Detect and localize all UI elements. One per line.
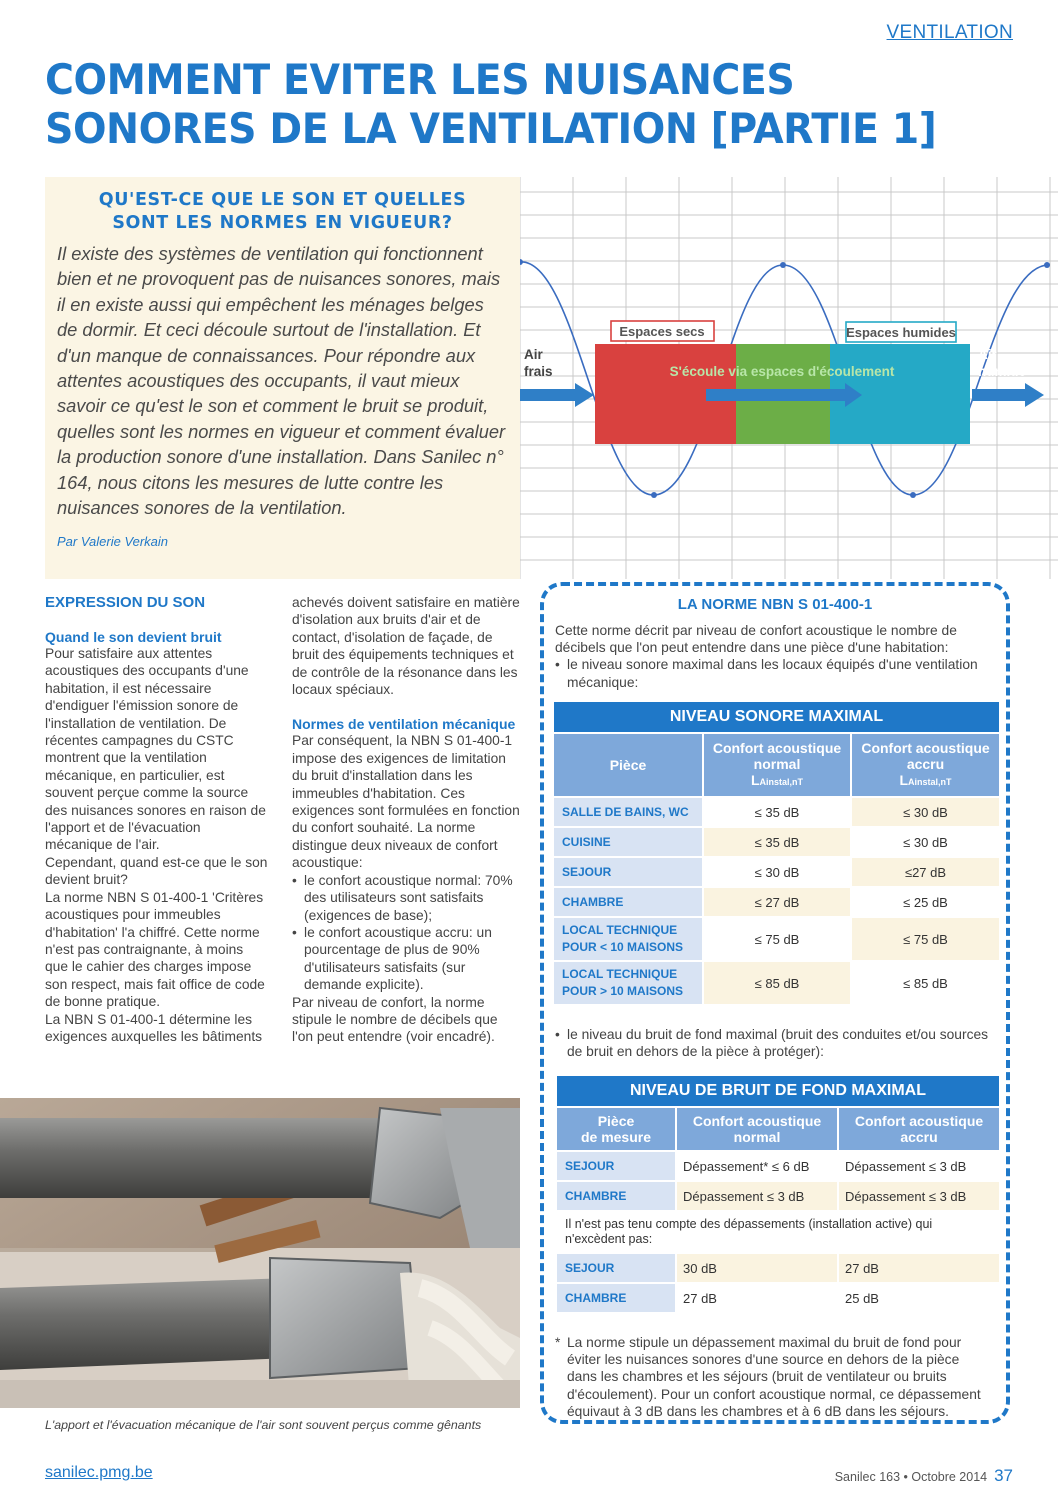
subheading-bruit: Quand le son devient bruit [45,629,222,645]
subheading-normes: Normes de ventilation mécanique [292,716,516,733]
footnote-text: La norme stipule un dépassement maximal du bruit de fond pour éviter les nuisances sonores d'une source en dehors de la pièce dans les chambres et les séjours (bruit de ventilateur ou bruits d'écoulement). Pour un confort acoustique normal, ce dépassement équivaut à 3 dB dans les chambres et à 6 dB dans les séjours. [567,1335,981,1419]
table-cell-accru: Dépassement ≤ 3 dB [838,1151,1000,1181]
wave-point [651,492,657,498]
asterisk-icon: * [555,1335,561,1350]
table-header: Pièce [553,733,703,797]
table-row [553,857,1000,887]
table-header-line-1: Confort acoustique [692,1113,822,1129]
table-cell-piece: CHAMBRE [556,1283,676,1313]
flow-label: S'écoule via espaces d'écoulement [669,364,895,379]
table-header [851,733,1000,797]
table-cell-accru: ≤ 75 dB [851,917,1000,961]
table-cell-normal: ≤ 35 dB [703,827,851,857]
table-cell-normal: 30 dB [676,1253,838,1283]
footer-issue [835,1466,1013,1486]
table-header-subscript: Ainstal,nT [759,777,804,787]
table-cell-accru: 27 dB [838,1253,1000,1283]
table-header [556,1107,676,1151]
footnote [555,1334,985,1420]
footer-issue-text: Sanilec 163 • Octobre 2014 [834,1470,988,1484]
table-cell-piece: CUISINE [553,827,703,857]
table-header-text: Confort acoustique accru [861,740,990,772]
table-header-text: Confort acoustique normal [712,740,842,772]
wave-point [910,492,916,498]
table-header-line-1: Confort acoustique [854,1113,984,1129]
table-header-line-2: normal [733,1129,781,1145]
table-row [556,1253,1000,1283]
page-title [45,55,947,153]
table-cell-piece: CHAMBRE [556,1181,676,1211]
air-in-label-1: Air [524,347,543,362]
column-1 [45,594,270,1045]
table-row [553,827,1000,857]
col1-paragraph-3: La norme NBN S 01-400-1 'Critères acoustiques pour immeubles d'habitation' l'a chiffré. Cette norme n'est pas contraignante, à moins que le cahier des charges impose son respect, mais fait office de code de bonne pratique. [45,889,265,1010]
table-cell-accru: ≤27 dB [851,857,1000,887]
table-cell-accru: ≤ 25 dB [851,887,1000,917]
table-cell-piece-line-2: POUR > 10 MAISONS [562,984,684,998]
table-header-subscript: Ainstal,nT [908,777,952,787]
table-cell-normal: 27 dB [676,1283,838,1313]
bullet-item: • le confort acoustique normal: 70% des utilisateurs sont satisfaits (exigences de base); [292,872,520,924]
table-cell-accru: 25 dB [838,1283,1000,1313]
bullet-item: • le niveau du bruit de fond maximal (bruit des conduites et/ou sources de bruit en dehors de la pièce à protéger): [555,1026,995,1060]
table-header [838,1107,1000,1151]
col1-paragraph-4: La NBN S 01-400-1 détermine les exigences auxquelles les bâtiments [45,1011,263,1044]
info-box-bullet-2 [555,1026,995,1060]
wave-point [1044,262,1050,268]
table-header-line-2: accru [900,1129,938,1145]
bullet-text: le niveau du bruit de fond maximal (bruit des conduites et/ou sources de bruit en dehors de la pièce à protéger): [567,1027,989,1060]
table-header-line-1: Pièce [597,1113,635,1129]
bullet-item: • le niveau sonore maximal dans les locaux équipés d'une ventilation mécanique: [555,656,995,690]
table-row [556,1211,1000,1253]
table-cell-normal: ≤ 27 dB [703,887,851,917]
table-cell-piece [553,961,703,1005]
table-cell-accru: ≤ 85 dB [851,961,1000,1005]
title-line-2: SONORES DE LA VENTILATION [PARTIE 1] [45,104,937,153]
table-header-symbol: L [899,772,909,788]
table-cell-accru: Dépassement ≤ 3 dB [838,1181,1000,1211]
table-bruit-de-fond [555,1074,1001,1314]
table-row [553,797,1000,827]
table-cell-piece: SALLE DE BAINS, WC [553,797,703,827]
table-cell-piece-line-1: LOCAL TECHNIQUE [562,967,678,981]
table-header-line-2: de mesure [580,1129,652,1145]
table-cell-piece: CHAMBRE [553,887,703,917]
table-row [556,1151,1000,1181]
table-cell-accru: ≤ 30 dB [851,797,1000,827]
bullet-item: • le confort acoustique accru: un pourcentage de plus de 90% d'utilisateurs satisfaits (sur demande explicite). [292,924,520,994]
table-row [556,1181,1000,1211]
air-out-label-2: humide [978,364,1027,379]
wave-point [780,262,786,268]
photo-caption: L'apport et l'évacuation mécanique de l'air sont souvent perçus comme gênants [45,1418,482,1432]
intro-heading-line-1: QU'EST-CE QUE LE SON ET QUELLES [98,190,467,210]
bullet-text: le niveau sonore maximal dans les locaux équipés d'une ventilation mécanique: [567,657,978,690]
info-box-intro-text: Cette norme décrit par niveau de confort acoustique le nombre de décibels que l'on peut entendre dans une pièce d'une habitation: [555,623,957,656]
table-note-row: Il n'est pas tenu compte des dépassements (installation active) qui n'excèdent pas: [556,1211,1000,1253]
air-in-label-2: frais [524,364,553,379]
column-2 [292,594,520,1046]
table-row [553,917,1000,961]
ventilation-diagram [520,177,1058,579]
table-cell-normal: Dépassement ≤ 3 dB [676,1181,838,1211]
table-header-symbol: L [750,772,760,788]
table-cell-normal: ≤ 30 dB [703,857,851,887]
col2-paragraph-1: achevés doivent satisfaire en matière d'isolation aux bruits d'air et de contact, d'isolation de façade, de bruit des équipements techniques et de contrôle de la résonance dans les locaux spéciaux. [292,595,520,698]
table-cell-piece: SEJOUR [553,857,703,887]
ducts-photo [0,1098,520,1408]
info-box-intro [555,622,995,691]
section-heading-expression: EXPRESSION DU SON [45,594,206,611]
table-cell-normal: Dépassement* ≤ 6 dB [676,1151,838,1181]
table-cell-piece [553,917,703,961]
bullet-text: le confort acoustique normal: 70% des utilisateurs sont satisfaits (exigences de base); [304,872,513,923]
table-cell-piece-line-2: POUR < 10 MAISONS [562,940,684,954]
section-tag[interactable]: VENTILATION [886,22,1013,43]
title-line-1: COMMENT EVITER LES NUISANCES [45,55,795,104]
table-cell-normal: ≤ 35 dB [703,797,851,827]
intro-heading [57,189,508,235]
table-banner: NIVEAU SONORE MAXIMAL [553,701,1000,733]
bullet-text: le confort acoustique accru: un pourcentage de plus de 90% d'utilisateurs satisfaits (sur demande explicite). [304,924,492,993]
wet-label: Espaces humides [846,325,956,340]
table-row [556,1283,1000,1313]
intro-box [45,177,520,579]
air-out-label-1: Air [978,347,997,362]
photo-svg [0,1098,520,1408]
table-cell-normal: ≤ 85 dB [703,961,851,1005]
table-row [553,887,1000,917]
table-cell-normal: ≤ 75 dB [703,917,851,961]
col1-paragraph-2: Cependant, quand est-ce que le son devient bruit? [45,854,268,888]
dry-label: Espaces secs [619,324,705,339]
table-header [676,1107,838,1151]
info-box-title: LA NORME NBN S 01-400-1 [677,596,873,613]
footer-site-link[interactable]: sanilec.pmg.be [45,1464,153,1481]
table-niveau-sonore [552,700,1001,1006]
intro-text: Il existe des systèmes de ventilation qui fonctionnent bien et ne provoquent pas de nuisances sonores, mais il en existe aussi qui empêchent les ménages belges de dormir. Et ceci découle surtout de l'installation. Et d'un manque de connaissances. Pour répondre aux attentes acoustiques des occupants, il vaut mieux savoir ce qu'est le son et comment le bruit se produit, quelles sont les normes en vigueur et comment évaluer la production sonore d'une installation. Dans Sanilec n° 164, nous citons les mesures de lutte contre les nuisances sonores de la ventilation. [57,243,506,519]
table-banner: NIVEAU DE BRUIT DE FOND MAXIMAL [556,1075,1000,1107]
col2-paragraph-3: Par niveau de confort, la norme stipule le nombre de décibels que l'on peut entendre (voir encadré). [292,994,498,1045]
page-number: 37 [994,1466,1013,1485]
table-header [703,733,851,797]
table-cell-piece-line-1: LOCAL TECHNIQUE [562,923,678,937]
table-cell-accru: ≤ 30 dB [851,827,1000,857]
table-row [553,961,1000,1005]
table-cell-piece: SEJOUR [556,1151,676,1181]
intro-heading-line-2: SONT LES NORMES EN VIGUEUR? [112,213,453,233]
col2-paragraph-2: Par conséquent, la NBN S 01-400-1 impose des exigences de limitation du bruit d'installation dans les immeubles d'habitation. Ces exigences sont formulées en fonction du confort souhaité. La norme distingue deux niveaux de confort acoustique: [292,733,520,871]
diagram-svg [520,177,1058,579]
table-cell-piece: SEJOUR [556,1253,676,1283]
byline: Par Valerie Verkain [57,534,169,550]
col1-paragraph-1: Pour satisfaire aux attentes acoustiques des occupants d'une habitation, il est nécessaire d'endiguer l'émission sonore de l'installation de ventilation. De récentes campagnes du CSTC montrent que la ventilation mécanique, en particulier, est souvent perçue comme la source des nuisances sonores en raison de l'apport et de l'évacuation mécanique de l'air. [45,646,266,853]
